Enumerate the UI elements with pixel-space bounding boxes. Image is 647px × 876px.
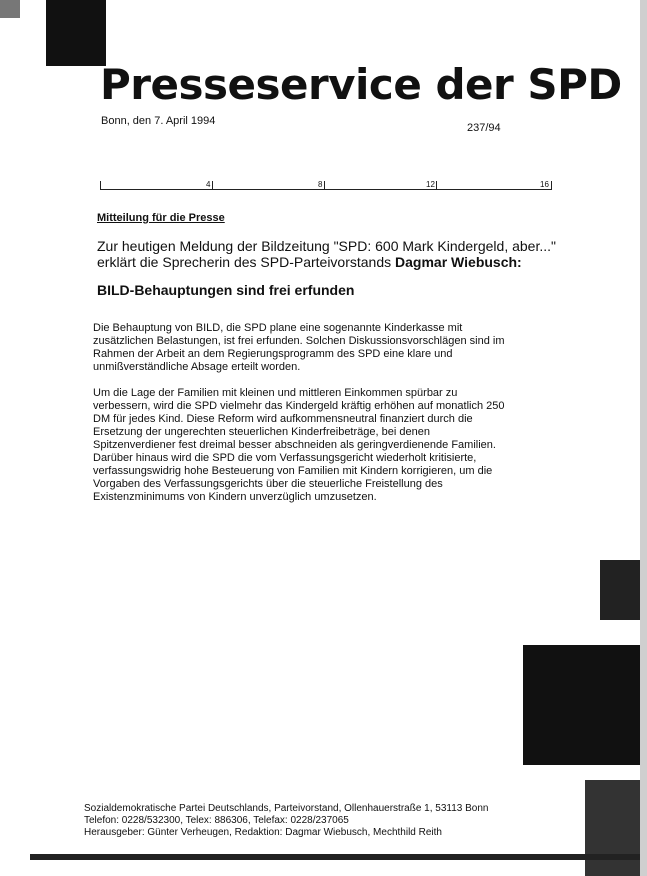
document-date: Bonn, den 7. April 1994 bbox=[101, 115, 216, 127]
footer bbox=[84, 803, 488, 839]
intro-line: Zur heutigen Meldung der Bildzeitung "SPD: 600 Mark Kindergeld, aber..." bbox=[97, 238, 556, 254]
ruler-tick bbox=[551, 181, 552, 189]
paragraph bbox=[93, 322, 523, 374]
paragraph-line: Vorgaben des Verfassungsgerichts über die steuerliche Freistellung des bbox=[93, 478, 443, 490]
paragraph-line: Spitzenverdiener fest dreimal besser abschneiden als geringverdienende Familien. bbox=[93, 439, 496, 451]
ruler-label: 8 bbox=[318, 180, 323, 189]
paragraph-line: Existenzminimums von Kindern unverzüglich umzusetzen. bbox=[93, 491, 377, 503]
scan-edge bbox=[640, 0, 647, 876]
paragraph-line: Ersetzung der ungerechten steuerlichen Kinderfreibeträge, bei denen bbox=[93, 426, 430, 438]
scan-artifact bbox=[523, 645, 647, 765]
ruler bbox=[100, 175, 552, 190]
headline: BILD-Behauptungen sind frei erfunden bbox=[97, 282, 355, 298]
paragraph-line: Um die Lage der Familien mit kleinen und mittleren Einkommen spürbar zu bbox=[93, 387, 458, 399]
paragraph-line: unmißverständliche Absage erteilt worden. bbox=[93, 361, 301, 373]
paragraph-line: verbessern, wird die SPD vielmehr das Kindergeld kräftig erhöhen auf monatlich 250 bbox=[93, 400, 505, 412]
document-title: Presseservice der SPD bbox=[100, 60, 622, 109]
footer-line: Herausgeber: Günter Verheugen, Redaktion: Dagmar Wiebusch, Mechthild Reith bbox=[84, 827, 442, 838]
ruler-tick bbox=[436, 181, 437, 189]
scan-artifact bbox=[46, 0, 106, 66]
intro bbox=[97, 238, 556, 270]
scan-artifact bbox=[0, 0, 20, 18]
ruler-tick bbox=[212, 181, 213, 189]
paragraph-line: verfassungswidrig hohe Besteuerung von Familien mit Kindern korrigieren, um die bbox=[93, 465, 493, 477]
ruler-tick bbox=[324, 181, 325, 189]
footer-line: Sozialdemokratische Partei Deutschlands, Parteivorstand, Ollenhauerstraße 1, 53113 Bonn bbox=[84, 803, 489, 814]
paragraph-line: zusätzlichen Belastungen, ist frei erfunden. Solchen Diskussionsvorschlägen sind im bbox=[93, 335, 505, 347]
document-number: 237/94 bbox=[467, 122, 501, 134]
intro-line bbox=[97, 254, 547, 270]
paragraph-line: DM für jedes Kind. Diese Reform wird aufkommensneutral finanziert durch die bbox=[93, 413, 473, 425]
intro-text: erklärt die Sprecherin des SPD-Parteivorstands bbox=[97, 254, 396, 270]
paragraph-line: Rahmen der Arbeit an dem Regierungsprogramm des SPD eine klare und bbox=[93, 348, 453, 360]
scan-artifact bbox=[585, 780, 647, 876]
ruler-label: 16 bbox=[540, 180, 549, 189]
press-label: Mitteilung für die Presse bbox=[97, 212, 225, 224]
speaker-name: Dagmar Wiebusch: bbox=[395, 254, 522, 270]
ruler-tick bbox=[100, 181, 101, 189]
ruler-label: 12 bbox=[426, 180, 435, 189]
ruler-label: 4 bbox=[206, 180, 211, 189]
paragraph-line: Die Behauptung von BILD, die SPD plane eine sogenannte Kinderkasse mit bbox=[93, 322, 463, 334]
footer-line: Telefon: 0228/532300, Telex: 886306, Telefax: 0228/237065 bbox=[84, 815, 349, 826]
paragraph bbox=[93, 387, 523, 504]
scan-edge bbox=[30, 854, 647, 860]
paragraph-line: Darüber hinaus wird die SPD die vom Verfassungsgericht wiederholt kritisierte, bbox=[93, 452, 477, 464]
